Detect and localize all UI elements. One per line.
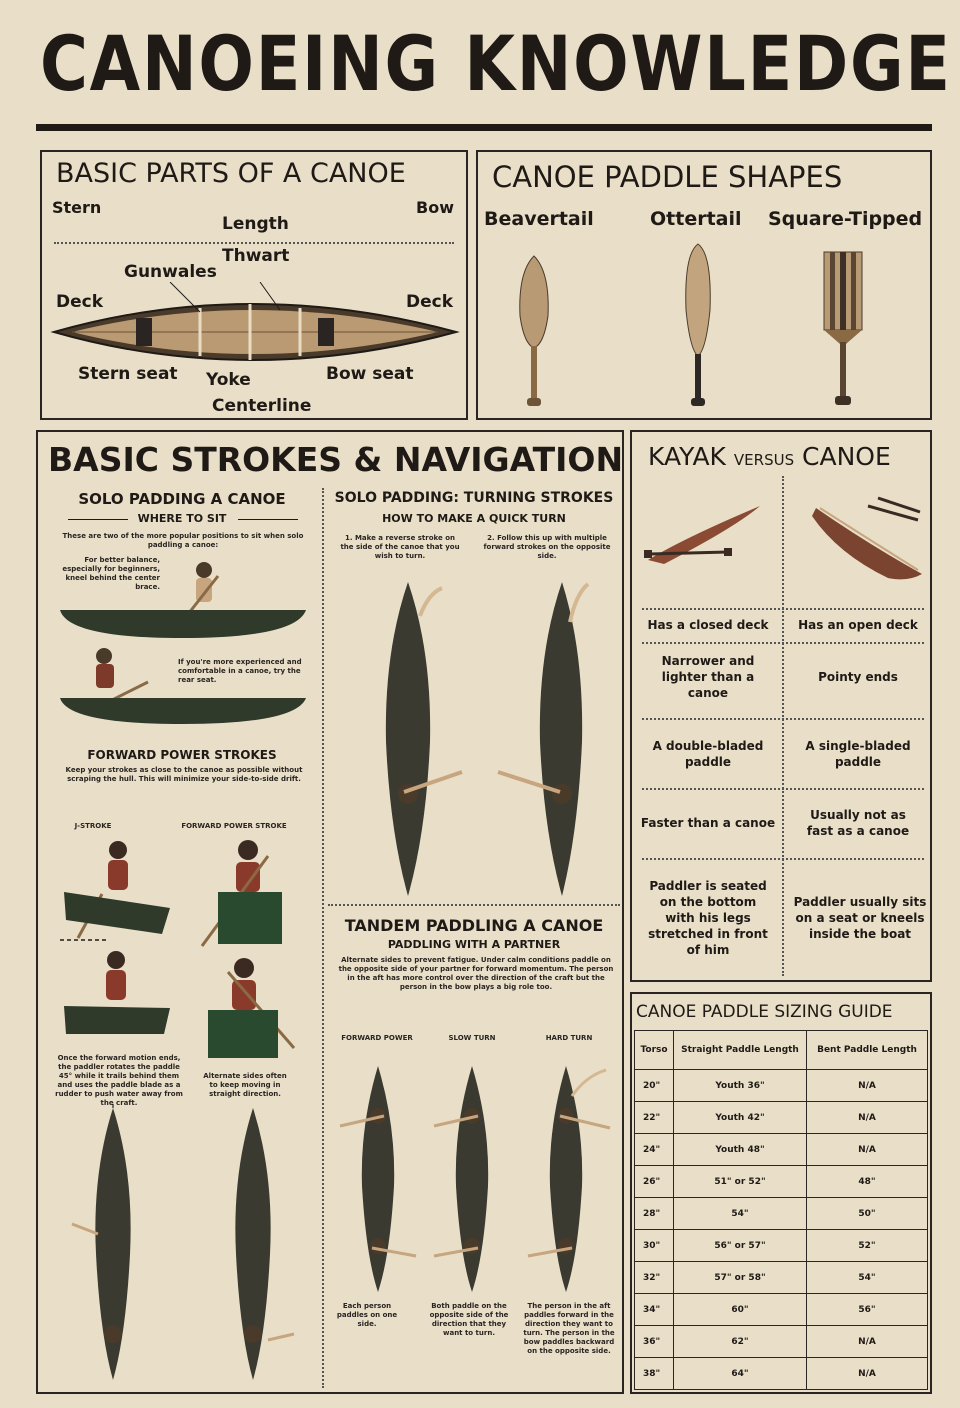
sizing-cell-torso: 28" [635,1198,674,1230]
sizing-header-row [635,1031,928,1070]
label-stern-seat: Stern seat [78,364,178,384]
tandem-label-forward-power: FORWARD POWER [341,1034,413,1042]
tandem-forward-power-canoe [338,1056,418,1296]
sizing-cell-straight: 57" or 58" [674,1262,807,1294]
kvc-canoe-row-2: Pointy ends [818,670,898,684]
paddle-label-square-tipped: Square-Tipped [768,208,923,230]
table-row [635,1358,928,1390]
panel-kayak-vs-canoe [630,430,932,982]
sizing-cell-torso: 26" [635,1166,674,1198]
label-bow: Bow [416,198,454,217]
sizing-cell-straight: 62" [674,1326,807,1358]
sizing-cell-straight: 51" or 52" [674,1166,807,1198]
tandem-note-hard-turn: The person in the aft paddles forward in the direction they want to turn. The person in the bow paddles backward on the opposite side. [523,1302,615,1355]
sizing-cell-straight: Youth 36" [674,1070,807,1102]
solo-canoe-rear-seat-illustration [58,642,308,726]
sizing-header-bent: Bent Paddle Length [807,1031,928,1070]
kvc-title [648,442,891,471]
solo-intro: These are two of the more popular positions to sit when solo paddling a canoe: [62,532,304,549]
table-row [635,1294,928,1326]
sizing-header-torso: Torso [635,1031,674,1070]
sizing-cell-bent: 56" [807,1294,928,1326]
kvc-kayak-row-4: Faster than a canoe [640,816,776,830]
forward-desc: Keep your strokes as close to the canoe as possible without scraping the hull. This will minimize your side-to-side drift. [65,766,303,783]
jstroke-label: J-STROKE [74,822,112,830]
label-centerline: Centerline [212,396,312,416]
parts-title: BASIC PARTS OF A CANOE [56,158,406,189]
tandem-note-slow-turn: Both paddle on the opposite side of the direction that they want to turn. [429,1302,509,1337]
canoe-illustration [808,494,928,584]
kvc-kayak-row-2: Narrower and lighter than a canoe [661,654,755,700]
solo-forward-topview-1 [68,1104,158,1384]
sizing-header-straight: Straight Paddle Length [674,1031,807,1070]
sizing-cell-straight: 54" [674,1198,807,1230]
sizing-cell-bent: 48" [807,1166,928,1198]
kvc-row-divider-4 [642,858,924,860]
label-gunwales: Gunwales [124,262,217,282]
kvc-kayak-row-3: A double-bladed paddle [652,739,764,769]
tandem-label-slow-turn: SLOW TURN [448,1034,496,1042]
tandem-hard-turn-canoe [526,1056,616,1296]
kvc-row-divider-3 [642,788,924,790]
forward-title: FORWARD POWER STROKES [87,748,277,762]
sizing-cell-bent: 50" [807,1198,928,1230]
label-length: Length [222,214,289,234]
sizing-cell-bent: N/A [807,1070,928,1102]
solo-note-kneel: For better balance, especially for beginners, kneel behind the center brace. [62,556,160,591]
paddles-title: CANOE PADDLE SHAPES [492,160,843,194]
paddle-ottertail-icon [678,240,718,412]
canoe-top-view [50,282,460,372]
sizing-cell-torso: 38" [635,1358,674,1390]
solo-note-rear-seat: If you're more experienced and comfortable in a canoe, try the rear seat. [178,658,302,684]
jstroke-illustration-1 [58,834,178,944]
panel-paddle-shapes [476,150,932,420]
tandem-subtitle: PADDLING WITH A PARTNER [387,938,561,951]
kvc-canoe-row-4: Usually not as fast as a canoe [806,808,910,838]
tandem-title: TANDEM PADDLING A CANOE [344,916,604,935]
panel-paddle-sizing [630,992,932,1394]
kvc-canoe-row-1: Has an open deck [798,618,918,632]
tandem-desc: Alternate sides to prevent fatigue. Under calm conditions paddle on the opposite side of your partner for forward momentum. The person in the aft has more control over the direction of the craft but the person in the bow plays a big role too. [338,956,614,991]
label-deck-left: Deck [56,292,104,312]
poster-title: CANOEING KNOWLEDGE [40,19,952,108]
sizing-cell-straight: 56" or 57" [674,1230,807,1262]
kvc-title-kayak: KAYAK [648,442,726,471]
kvc-title-canoe: CANOE [802,442,891,471]
sizing-cell-torso: 32" [635,1262,674,1294]
table-row [635,1262,928,1294]
strokes-title: BASIC STROKES & NAVIGATION [48,440,624,479]
tandem-label-hard-turn: HARD TURN [545,1034,593,1042]
table-row [635,1230,928,1262]
kvc-canoe-row-3: A single-bladed paddle [805,739,911,769]
kvc-title-versus: VERSUS [733,451,795,469]
paddle-label-beavertail: Beavertail [484,208,594,230]
table-row [635,1102,928,1134]
paddle-label-ottertail: Ottertail [650,208,742,230]
sizing-table [634,1030,928,1390]
solo-title: SOLO PADDING A CANOE [78,490,286,508]
table-row [635,1326,928,1358]
sizing-cell-straight: 60" [674,1294,807,1326]
kvc-row-divider-0 [642,608,924,610]
label-deck-right: Deck [406,292,454,312]
sizing-cell-torso: 30" [635,1230,674,1262]
forward-stroke-illustration-1 [178,834,308,954]
sizing-cell-bent: 54" [807,1262,928,1294]
jstroke-illustration-2 [58,944,178,1054]
sizing-cell-torso: 22" [635,1102,674,1134]
kvc-canoe-row-5: Paddler usually sits on a seat or kneels inside the boat [793,895,927,941]
solo-subtitle-rule-right [238,519,298,520]
sizing-cell-bent: N/A [807,1102,928,1134]
kvc-kayak-row-1: Has a closed deck [647,618,769,632]
panel-strokes-navigation [36,430,624,1394]
forward-power-stroke-label: FORWARD POWER STROKE [181,822,287,830]
label-stern: Stern [52,198,102,217]
tandem-slow-turn-canoe [432,1056,512,1296]
table-row [635,1198,928,1230]
solo-forward-topview-2 [208,1104,298,1384]
label-bow-seat: Bow seat [326,364,414,384]
turning-step-2: 2. Follow this up with multiple forward strokes on the opposite side. [483,534,611,560]
sizing-cell-bent: 52" [807,1230,928,1262]
table-row [635,1166,928,1198]
sizing-cell-straight: Youth 42" [674,1102,807,1134]
table-row [635,1134,928,1166]
sizing-cell-bent: N/A [807,1134,928,1166]
sizing-title: CANOE PADDLE SIZING GUIDE [636,1002,893,1022]
sizing-cell-torso: 20" [635,1070,674,1102]
solo-subtitle: WHERE TO SIT [137,512,227,525]
tandem-note-forward-power: Each person paddles on one side. [336,1302,398,1328]
turning-canoe-2 [492,572,602,902]
jstroke-note: Once the forward motion ends, the paddler rotates the paddle 45° while it trails behind them and uses the paddle blade as a rudder to push water away from the craft. [55,1054,183,1107]
kvc-center-divider [782,476,784,976]
label-thwart: Thwart [222,246,290,266]
panel-basic-parts [40,150,468,420]
kvc-row-divider-2 [642,718,924,720]
paddle-square-tipped-icon [818,248,868,412]
solo-subtitle-rule-left [68,519,128,520]
turning-title: SOLO PADDING: TURNING STROKES [334,490,614,506]
sizing-cell-bent: N/A [807,1326,928,1358]
paddle-beavertail-icon [514,252,554,412]
sizing-cell-straight: Youth 48" [674,1134,807,1166]
sizing-cell-bent: N/A [807,1358,928,1390]
sizing-cell-torso: 24" [635,1134,674,1166]
sizing-cell-torso: 36" [635,1326,674,1358]
forward-stroke-illustration-2 [188,952,308,1062]
strokes-divider [322,488,324,1388]
kayak-illustration [644,498,764,568]
table-row [635,1070,928,1102]
turning-step-1: 1. Make a reverse stroke on the side of the canoe that you wish to turn. [340,534,460,560]
kvc-row-divider-1 [642,642,924,644]
turning-subtitle: HOW TO MAKE A QUICK TURN [382,512,566,525]
tandem-top-divider [328,904,620,906]
turning-canoe-1 [368,572,468,902]
label-yoke: Yoke [206,370,251,390]
kvc-kayak-row-5: Paddler is seated on the bottom with his legs stretched in front of him [648,879,768,957]
sizing-cell-straight: 64" [674,1358,807,1390]
sizing-cell-torso: 34" [635,1294,674,1326]
solo-canoe-kneel-illustration [58,558,308,640]
length-line [54,242,454,244]
title-rule [36,124,932,131]
forward-stroke-note: Alternate sides often to keep moving in straight direction. [203,1072,287,1098]
